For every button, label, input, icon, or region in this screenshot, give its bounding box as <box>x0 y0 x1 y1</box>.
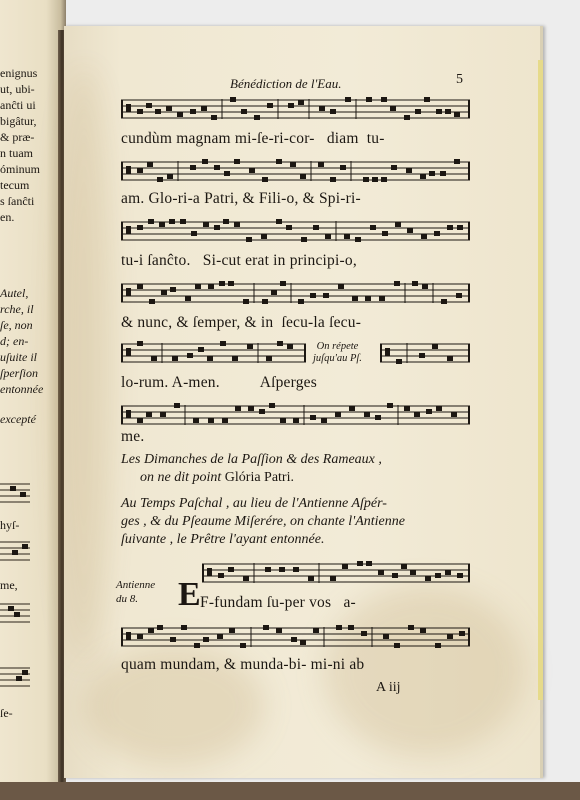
page-edge <box>538 60 543 700</box>
running-head: Bénédiction de l'Eau. <box>230 76 342 91</box>
lyric-line: lo-rum. A-men. Aſperges <box>121 374 317 391</box>
rubric-passion: Les Dimanches de la Paſſion & des Rameaux , <box>121 452 382 467</box>
page-signature: A iij <box>376 680 401 695</box>
left-page-line: hyſ- <box>0 518 20 532</box>
lyric-line: F-fundam ſu-per vos a- <box>200 594 356 611</box>
left-page-line: d; en- <box>0 334 29 348</box>
rubric-passion: on ne dit point Glória Patri. <box>140 470 294 485</box>
rubric-pascal: Au Temps Paſchal , au lieu de l'Antienne Aſpér- <box>121 496 387 511</box>
left-page-line: bigâtur, <box>0 114 37 128</box>
left-page-line: rche, il <box>0 302 34 316</box>
left-page-line: ſe, non <box>0 318 33 332</box>
left-page-line: óminum <box>0 162 41 176</box>
music-staff <box>121 282 470 306</box>
repeat-note: On répete juſqu'au Pſ. <box>313 341 362 364</box>
music-staff <box>121 220 470 244</box>
rubric-pascal: ges , & du Pſeaume Miſerére, on chante l'Antienne <box>121 514 405 529</box>
left-page-line: me, <box>0 578 18 592</box>
left-page-line: tecum <box>0 178 30 192</box>
left-page-line: excepté <box>0 412 36 426</box>
music-staff <box>121 404 470 428</box>
left-page-staff-fragments <box>0 480 40 700</box>
left-page-line: ut, ubi- <box>0 82 35 96</box>
antienne-label: Antienne du 8. <box>116 579 156 605</box>
left-page-line: & præ- <box>0 130 35 144</box>
lyric-line: am. Glo-ri-a Patri, & Fili-o, & Spi-ri- <box>121 190 361 207</box>
lyric-line: tu-i ſanĉto. Si-cut erat in principi-o, <box>121 252 357 269</box>
initial-letter: E <box>178 576 201 613</box>
left-page-line: uſuite il <box>0 350 37 364</box>
page-number: 5 <box>456 72 463 87</box>
book-cover <box>0 782 580 800</box>
left-page-line: anĉti ui <box>0 98 36 112</box>
music-staff <box>121 342 306 366</box>
lyric-line: & nunc, & ſemper, & in ſecu-la ſecu- <box>121 314 362 331</box>
rubric-pascal: ſuivante , le Prêtre l'ayant entonnée. <box>121 532 325 547</box>
left-page-line: ſe- <box>0 706 13 720</box>
lyric-line: quam mundam, & munda-bi- mi-ni ab <box>121 656 365 673</box>
music-staff <box>121 98 470 122</box>
music-staff <box>121 626 470 650</box>
lyric-line: me. <box>121 428 145 445</box>
lyric-line: cundùm magnam mi-ſe-ri-cor- diam tu- <box>121 130 385 147</box>
left-page-line: enignus <box>0 66 38 80</box>
left-page-line: entonnée <box>0 382 44 396</box>
left-page-line: Autel, <box>0 286 29 300</box>
music-staff <box>380 342 470 366</box>
left-page-line: s ſanĉti <box>0 194 35 208</box>
left-page-line: n tuam <box>0 146 33 160</box>
music-staff <box>121 160 470 184</box>
left-page-line: en. <box>0 210 15 224</box>
music-staff <box>202 562 470 586</box>
left-page-line: ſperſion <box>0 366 38 380</box>
